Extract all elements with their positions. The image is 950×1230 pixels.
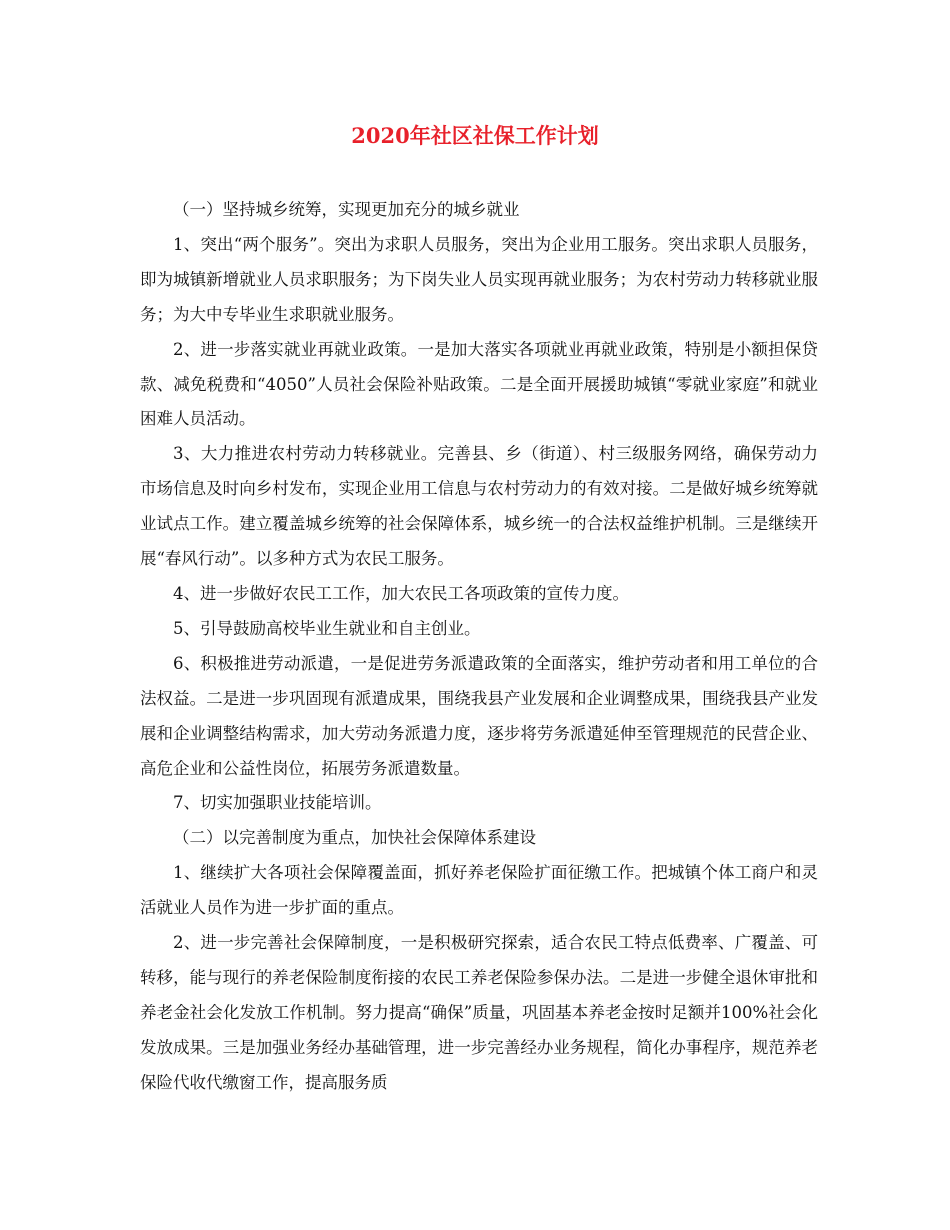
paragraph: 1、突出“两个服务”。突出为求职人员服务，突出为企业用工服务。突出求职人员服务，即为城镇新增就业人员求职服务；为下岗失业人员实现再就业服务；为农村劳动力转移就业服务；为大中专毕业生求职就业服务。 <box>140 234 818 324</box>
paragraph: 1、继续扩大各项社会保障覆盖面，抓好养老保险扩面征缴工作。把城镇个体工商户和灵活就业人员作为进一步扩面的重点。 <box>140 863 818 918</box>
document-body <box>140 193 818 1101</box>
paragraph: 7、切实加强职业技能培训。 <box>173 793 382 813</box>
document-title: 2020年社区社保工作计划 <box>351 123 599 148</box>
paragraph: 2、进一步完善社会保障制度，一是积极研究探索，适合农民工特点低费率、广覆盖、可转移，能与现行的养老保险制度衔接的农民工养老保险参保办法。二是进一步健全退休审批和养老金社会化发放工作机制。努力提高“确保”质量，巩固基本养老金按时足额并100%社会化发放成果。三是加强业务经办基础管理，进一步完善经办业务规程，简化办事程序，规范养老保险代收代缴窗工作，提高服务质 <box>140 933 818 1092</box>
paragraph: 3、大力推进农村劳动力转移就业。完善县、乡（街道）、村三级服务网络，确保劳动力市场信息及时向乡村发布，实现企业用工信息与农村劳动力的有效对接。二是做好城乡统筹就业试点工作。建立覆盖城乡统筹的社会保障体系，城乡统一的合法权益维护机制。三是继续开展“春风行动”。以多种方式为农民工服务。 <box>140 444 818 569</box>
paragraph: 2、进一步落实就业再就业政策。一是加大落实各项就业再就业政策，特别是小额担保贷款、减免税费和“4050”人员社会保险补贴政策。二是全面开展援助城镇“零就业家庭”和就业困难人员活动。 <box>140 339 818 429</box>
section-heading: （一）坚持城乡统筹，实现更加充分的城乡就业 <box>173 200 520 219</box>
paragraph: 6、积极推进劳动派遣，一是促进劳务派遣政策的全面落实，维护劳动者和用工单位的合法权益。二是进一步巩固现有派遣成果，围绕我县产业发展和企业调整成果，围绕我县产业发展和企业调整结构需求，加大劳动务派遣力度，逐步将劳务派遣延伸至管理规范的民营企业、高危企业和公益性岗位，拓展劳务派遣数量。 <box>140 653 818 778</box>
section-heading: （二）以完善制度为重点，加快社会保障体系建设 <box>173 828 536 848</box>
paragraph: 4、进一步做好农民工工作，加大农民工各项政策的宣传力度。 <box>173 583 629 603</box>
paragraph: 5、引导鼓励高校毕业生就业和自主创业。 <box>173 618 481 638</box>
